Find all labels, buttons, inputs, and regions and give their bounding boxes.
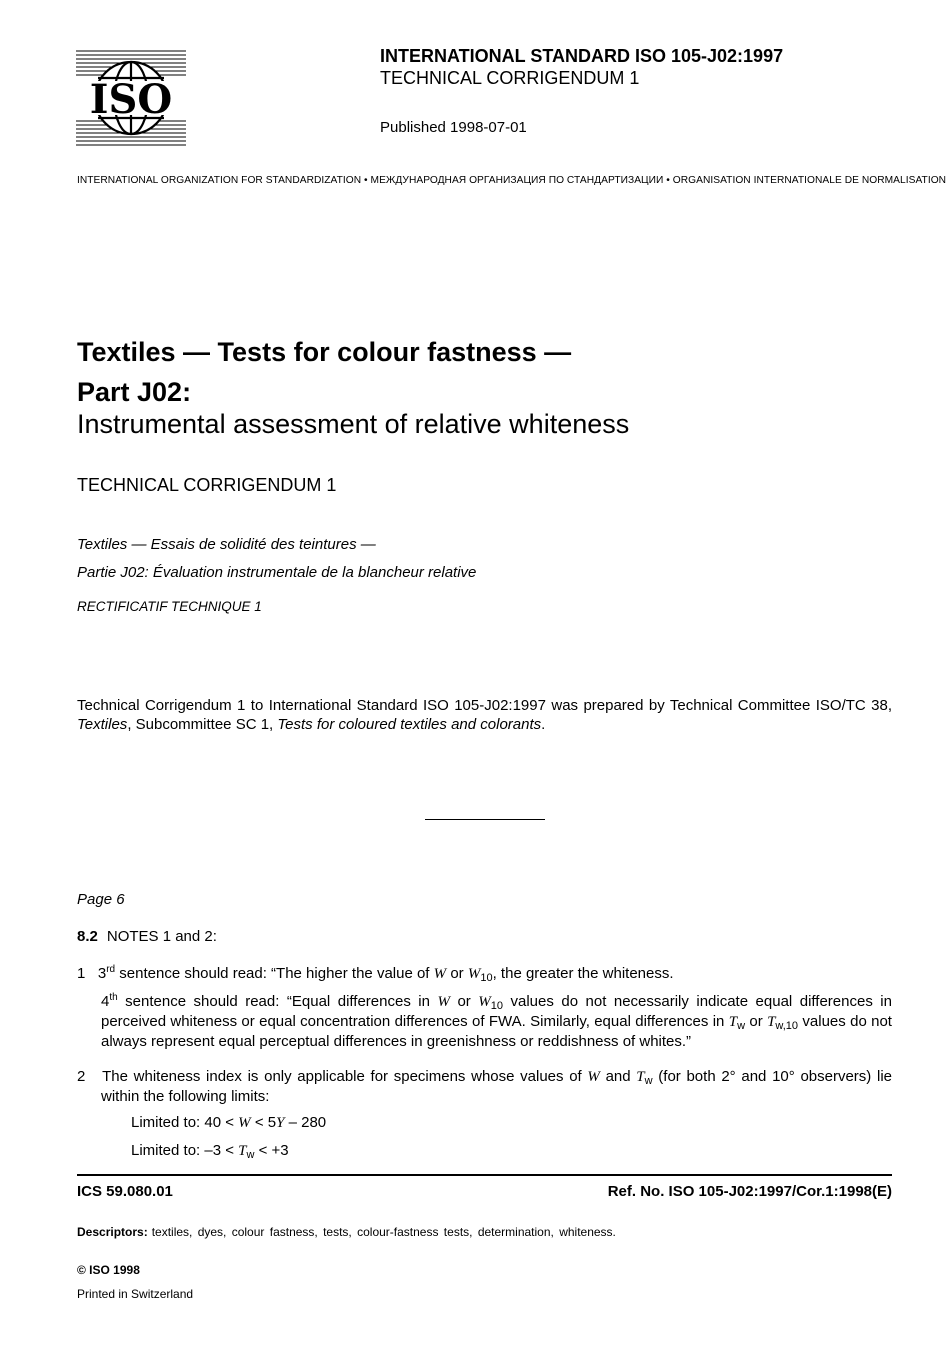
- standard-corrigendum: TECHNICAL CORRIGENDUM 1: [380, 68, 640, 88]
- page-reference: Page 6: [77, 891, 125, 908]
- preparation-paragraph: Technical Corrigendum 1 to International Standard ISO 105-J02:1997 was prepared by Technical Committee ISO/TC 38, Textiles, Subcommittee SC 1, Tests for coloured textiles and colorants.: [77, 697, 892, 733]
- descriptors: Descriptors: textiles, dyes, colour fastness, tests, colour-fastness tests, determination, whiteness.: [77, 1225, 616, 1239]
- separator-rule: [425, 819, 545, 820]
- limit-tw: Limited to: $-3 < T_w < +3$: [131, 1142, 289, 1161]
- organization-line: INTERNATIONAL ORGANIZATION FOR STANDARDIZATION • МЕЖДУНАРОДНАЯ ОРГАНИЗАЦИЯ ПО СТАНДАРТИЗАЦИИ • ORGANISATION INTERNATIONALE DE NORMALISATION: [77, 175, 947, 186]
- note1-sentence3: 1 3rd sentence should read: “The higher the value of W or $W_{10}$, the greater the whiteness.: [77, 964, 674, 984]
- ics-code: ICS 59.080.01: [77, 1183, 173, 1200]
- doc-title-line1: Textiles — Tests for colour fastness —: [77, 337, 572, 367]
- clause-heading: 8.2 NOTES 1 and 2:: [77, 928, 217, 945]
- published-date: Published 1998-07-01: [380, 119, 527, 136]
- copyright: © ISO 1998: [77, 1263, 140, 1277]
- logo-text: ISO: [89, 76, 173, 123]
- limit-w: Limited to: 40 < W < 5Y – 280: [131, 1114, 327, 1131]
- printed-in: Printed in Switzerland: [77, 1287, 194, 1301]
- french-corrigendum-label: RECTIFICATIF TECHNIQUE 1: [77, 599, 262, 614]
- iso-logo: [76, 48, 186, 148]
- doc-title-line2: Part J02:: [77, 377, 192, 407]
- french-title-line2: Partie J02: Évaluation instrumentale de la blancheur relative: [77, 564, 477, 581]
- reference-number: Ref. No. ISO 105-J02:1997/Cor.1:1998(E): [607, 1183, 892, 1200]
- french-title-line1: Textiles — Essais de solidité des teintures —: [77, 536, 376, 553]
- note2-paragraph: 2 The whiteness index is only applicable for specimens whose values of W and $T_w$ (for both 2° and 10° observers) lie within the following limits:: [77, 1068, 892, 1105]
- note1-sentence4: 4th sentence should read: “Equal differences in W or $W_{10}$ values do not necessarily indicate equal differences in perceived whiteness or equal concentration differences of FWA. Similarly, equal differences in $T_w$ or $T_{w,10}$ values do not always represent equal perceptual differences in greenishness or reddishness of whites.”: [101, 992, 892, 1050]
- footer-rule: [77, 1174, 892, 1176]
- doc-title-line3: Instrumental assessment of relative whiteness: [77, 409, 630, 439]
- standard-title: INTERNATIONAL STANDARD ISO 105-J02:1997: [380, 46, 784, 66]
- doc-corrigendum-label: TECHNICAL CORRIGENDUM 1: [77, 475, 337, 495]
